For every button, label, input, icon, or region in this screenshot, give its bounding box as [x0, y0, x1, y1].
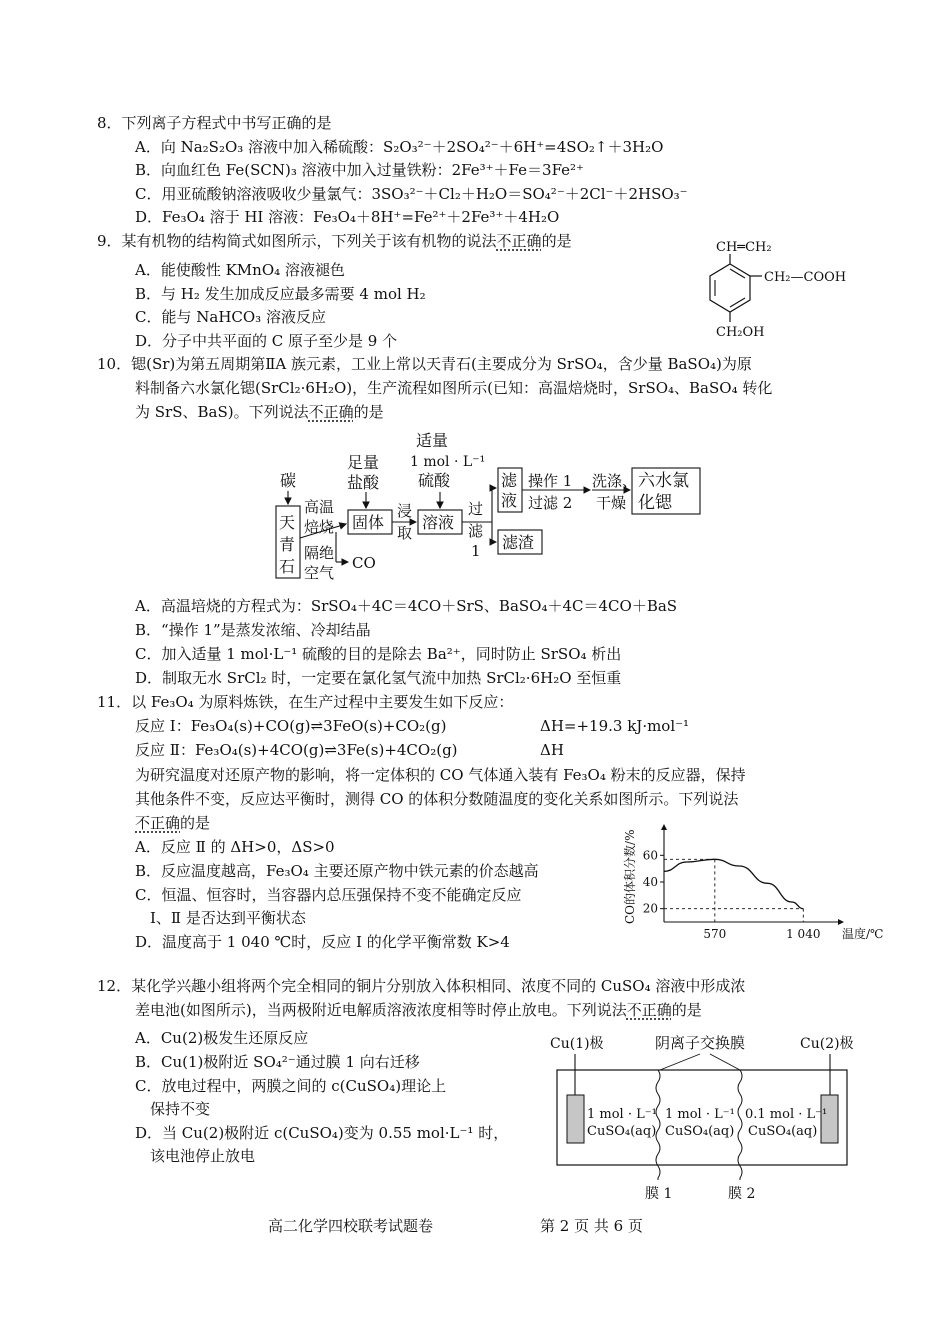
- svg-text:高温: 高温: [304, 498, 335, 516]
- svg-text:隔绝: 隔绝: [304, 544, 335, 562]
- q11-line5: 不正确的是: [135, 814, 211, 832]
- q11-line4: 其他条件不变，反应达平衡时，测得 CO 的体积分数随温度的变化关系如图所示。下列说法: [135, 790, 739, 808]
- solid-label: 固体: [352, 513, 385, 532]
- residue-label: 滤渣: [502, 533, 535, 552]
- q11-option-a: A．反应 Ⅱ 的 ΔH>0，ΔS>0: [135, 838, 335, 856]
- membrane-1: [656, 1070, 660, 1180]
- footer-page-number: 第 2 页 共 6 页: [540, 1217, 643, 1235]
- q10-option-a: A．高温培烧的方程式为：SrSO₄＋4C＝4CO＋SrS、BaSO₄＋4C＝4CO＋BaS: [135, 597, 678, 615]
- co-fraction-curve: [664, 859, 803, 908]
- svg-text:焙烧: 焙烧: [304, 518, 335, 536]
- svg-text:CuSO₄(aq): CuSO₄(aq): [587, 1124, 657, 1139]
- x-axis-label: 温度/℃: [842, 927, 884, 941]
- svg-text:液: 液: [501, 491, 518, 510]
- q12-line1: 12．某化学兴趣小组将两个完全相同的铜片分别放入体积相同、浓度不同的 CuSO₄ 溶液中形成浓: [97, 977, 746, 995]
- q10-line2: 料制备六水氯化锶(SrCl₂·6H₂O)，生产流程如图所示(已知：高温焙烧时，SrSO₄、BaSO₄ 转化: [135, 379, 773, 397]
- q8-option-c: C．用亚硫酸钠溶液吸收少量氯气：3SO₃²⁻＋Cl₂＋H₂O＝SO₄²⁻＋2Cl⁻＋2HSO₃⁻: [135, 185, 688, 203]
- svg-text:适量: 适量: [416, 431, 449, 450]
- svg-text:硫酸: 硫酸: [418, 471, 451, 490]
- q11-option-c: C．恒温、恒容时，当容器内总压强保持不变不能确定反应: [135, 886, 522, 904]
- svg-text:1: 1: [471, 542, 481, 560]
- q9-option-b: B．与 H₂ 发生加成反应最多需要 4 mol H₂: [135, 285, 426, 303]
- svg-text:取: 取: [397, 524, 413, 542]
- cu2-electrode-label: Cu(2)极: [800, 1036, 854, 1052]
- q12-option-b: B．Cu(1)极附近 SO₄²⁻通过膜 1 向右迁移: [135, 1053, 420, 1071]
- svg-text:CuSO₄(aq): CuSO₄(aq): [748, 1124, 818, 1139]
- membrane-2-label: 膜 2: [728, 1186, 756, 1202]
- q8-stem: 8．下列离子方程式中书写正确的是: [97, 114, 332, 132]
- svg-text:化锶: 化锶: [638, 493, 672, 513]
- q12-cell-diagram: [545, 1030, 865, 1205]
- membrane-1-label: 膜 1: [645, 1186, 673, 1202]
- vinyl-group: CH═CH₂: [716, 240, 772, 255]
- cu1-electrode-label: Cu(1)极: [550, 1036, 604, 1052]
- co-label: CO: [352, 554, 376, 572]
- q10-flow-diagram: [270, 428, 710, 588]
- q11-reaction-1: 反应 Ⅰ：Fe₃O₄(s)+CO(g)⇌3FeO(s)+CO₂(g): [135, 717, 447, 735]
- x-axis-arrow: [838, 919, 844, 925]
- x-tick-label: 1 040: [786, 927, 821, 941]
- svg-text:操作 1: 操作 1: [528, 472, 573, 490]
- q10-line3: 为 SrS、BaS)。下列说法不正确的是: [135, 403, 384, 421]
- q8-option-d: D．Fe₃O₄ 溶于 HI 溶液：Fe₃O₄＋8H⁺=Fe²⁺＋2Fe³⁺＋4H₂O: [135, 208, 560, 226]
- svg-text:浸: 浸: [397, 502, 413, 520]
- q11-reaction-1-dh: ΔH=+19.3 kJ·mol⁻¹: [540, 717, 690, 735]
- q8-option-b: B．向血红色 Fe(SCN)₃ 溶液中加入过量铁粉：2Fe³⁺＋Fe＝3Fe²⁺: [135, 161, 584, 179]
- q11-co-fraction-chart: [618, 818, 884, 954]
- svg-text:空气: 空气: [304, 564, 335, 582]
- q11-option-b: B．反应温度越高，Fe₃O₄ 主要还原产物中铁元素的价态越高: [135, 862, 539, 880]
- carboxymethyl-group: CH₂—COOH: [764, 270, 847, 285]
- y-axis-label: CO的体积分数/%: [623, 829, 637, 924]
- q12-line2: 差电池(如图所示)，当两极附近电解质溶液浓度相等时停止放电。下列说法不正确的是: [135, 1001, 702, 1019]
- membrane-2: [738, 1070, 742, 1180]
- svg-text:过滤 2: 过滤 2: [528, 494, 573, 512]
- svg-text:青: 青: [279, 535, 296, 554]
- q10-option-b: B．“操作 1”是蒸发浓缩、冷却结晶: [135, 621, 371, 639]
- q9-structure-diagram: [690, 236, 860, 346]
- q11-option-c-cont: Ⅰ、Ⅱ 是否达到平衡状态: [150, 909, 306, 927]
- svg-text:洗涤、: 洗涤、: [592, 472, 638, 490]
- q11-reaction-2: 反应 Ⅱ：Fe₃O₄(s)+4CO(g)⇌3Fe(s)+4CO₂(g): [135, 741, 458, 759]
- footer-exam-title: 高二化学四校联考试题卷: [268, 1217, 434, 1235]
- membrane-type-label: 阴离子交换膜: [655, 1034, 746, 1052]
- svg-text:1 mol · L⁻¹: 1 mol · L⁻¹: [665, 1107, 735, 1122]
- q10-option-d: D．制取无水 SrCl₂ 时，一定要在氯化氢气流中加热 SrCl₂·6H₂O 至恒重: [135, 669, 622, 687]
- svg-text:1 mol · L⁻¹: 1 mol · L⁻¹: [587, 1107, 657, 1122]
- q12-option-a: A．Cu(2)极发生还原反应: [135, 1029, 309, 1047]
- solution-label: 溶液: [422, 513, 455, 532]
- y-tick-label: 20: [642, 901, 658, 916]
- carbon-label: 碳: [280, 471, 297, 490]
- svg-text:1 mol · L⁻¹: 1 mol · L⁻¹: [410, 454, 486, 470]
- q12-option-c-cont: 保持不变: [150, 1100, 211, 1118]
- svg-text:滤: 滤: [468, 522, 484, 540]
- q11-line3: 为研究温度对还原产物的影响，将一定体积的 CO 气体通入装有 Fe₃O₄ 粉末的反应器，保持: [135, 766, 746, 784]
- q9-option-d: D．分子中共平面的 C 原子至少是 9 个: [135, 332, 398, 350]
- svg-text:滤: 滤: [501, 471, 518, 490]
- cu1-electrode: [567, 1095, 584, 1143]
- q12-option-d: D．当 Cu(2)极附近 c(CuSO₄)变为 0.55 mol·L⁻¹ 时，: [135, 1124, 509, 1142]
- q10-option-c: C．加入适量 1 mol·L⁻¹ 硫酸的目的是除去 Ba²⁺，同时防止 SrSO₄ 析出: [135, 645, 622, 663]
- hydroxymethyl-group: CH₂OH: [716, 325, 765, 340]
- svg-text:干燥: 干燥: [596, 494, 627, 512]
- x-tick-label: 570: [703, 927, 727, 941]
- q9-stem: 9．某有机物的结构简式如图所示，下列关于该有机物的说法不正确的是: [97, 232, 572, 250]
- q8-option-a: A．向 Na₂S₂O₃ 溶液中加入稀硫酸：S₂O₃²⁻＋2SO₄²⁻＋6H⁺=4SO₂↑＋3H₂O: [135, 138, 664, 156]
- q11-option-d: D．温度高于 1 040 ℃时，反应 Ⅰ 的化学平衡常数 K>4: [135, 933, 510, 951]
- y-tick-label: 60: [642, 848, 658, 863]
- q11-reaction-2-dh: ΔH: [540, 741, 564, 759]
- svg-text:盐酸: 盐酸: [347, 473, 380, 492]
- svg-text:0.1 mol · L⁻¹: 0.1 mol · L⁻¹: [745, 1107, 828, 1122]
- svg-text:天: 天: [279, 513, 296, 532]
- svg-text:六水氯: 六水氯: [638, 471, 689, 491]
- q10-line1: 10．锶(Sr)为第五周期第ⅡA 族元素，工业上常以天青石(主要成分为 SrSO₄，含少量 BaSO₄)为原: [97, 355, 752, 373]
- benzene-ring: [710, 264, 750, 312]
- svg-text:石: 石: [279, 557, 296, 576]
- q9-option-a: A．能使酸性 KMnO₄ 溶液褪色: [135, 261, 345, 279]
- svg-text:足量: 足量: [347, 453, 380, 472]
- q12-option-d-cont: 该电池停止放电: [150, 1147, 256, 1165]
- y-axis-arrow: [661, 824, 667, 830]
- svg-text:CuSO₄(aq): CuSO₄(aq): [665, 1124, 735, 1139]
- q12-option-c: C．放电过程中，两膜之间的 c(CuSO₄)理论上: [135, 1077, 447, 1095]
- q11-stem: 11．以 Fe₃O₄ 为原料炼铁，在生产过程中主要发生如下反应：: [97, 693, 514, 711]
- y-tick-label: 40: [642, 875, 658, 889]
- q9-option-c: C．能与 NaHCO₃ 溶液反应: [135, 308, 326, 326]
- svg-text:过: 过: [468, 500, 484, 518]
